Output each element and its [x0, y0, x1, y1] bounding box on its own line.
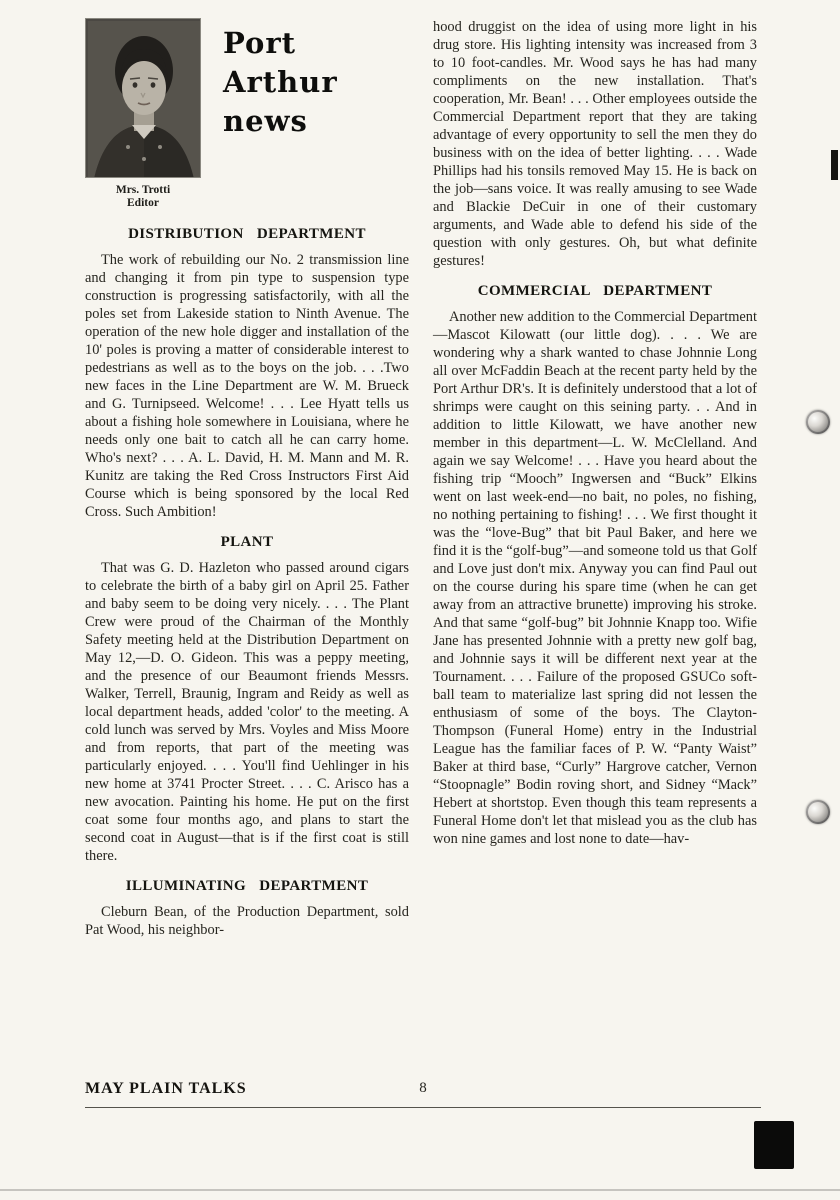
photo-caption-role: Editor: [127, 197, 159, 209]
masthead: [85, 18, 409, 210]
illuminating-department-heading: ILLUMINATING DEPARTMENT: [125, 878, 369, 894]
photo-caption: [85, 184, 201, 210]
footer-page-number: 8: [419, 1080, 427, 1096]
corner-black-tab: [754, 1121, 794, 1169]
illuminating-continuation-text: hood druggist on the idea of using more light in his drug store. His lighting intensity was increased from 3 to 10 foot-candles. Mr. Wood says he has had many compliments on the new installation. That's cooperation, Mr. Bean! . . . Other employees outside the Commercial Department report that they are taking advantage of every opportunity to sell the men they do business with on the idea of better lighting. . . . Wade Phillips had his tonsils removed May 15. He is back on the job—sans voice. It was really amusing to see Wade and Blackie DeCuir in one of their customary arguments, and Wade able to defend his side of the question with only gestures. Oh, but what definite gestures!: [433, 19, 757, 269]
newsletter-title-line1: Port Arthur: [223, 26, 338, 99]
page-footer: [85, 1080, 761, 1108]
photo-caption-name: Mrs. Trotti: [115, 184, 171, 196]
left-column: [85, 18, 409, 1076]
editor-photo-block: [85, 18, 201, 210]
commercial-department-text: Another new addition to the Commercial Department—Mascot Kilowatt (our little dog). . . . We are wondering why a shark wanted to chase Johnnie Long all over McFaddin Beach at the recent party held by the Port Arthur DR's. It is definitely understood that a lot of shrimps were caught on this seining party. . . And in addition to little Kilowatt, we have another new member in this department—L. W. McClelland. And again we say Welcome! . . . Have you heard about the fishing trip “Mooch” Ingwersen and “Buck” Elkins went on last week-end—no bait, no poles, no fishing, no nothing pertaining to fishing! . . . We first thought it was the “love-Bug” that bit Paul Baker, and here we find it is the “golf-bug”—and someone told us that Golf and Love just don't mix. Anyway you can find Paul out on the course during his spare time (when he can get away from an attractive brunette) improving his stroke. And that same “golf-bug” bit Johnnie Knapp too. Wifie Jane has presented Johnnie with a pretty new golf bag, and Johnnie says it will be different next year at the Tournament. . . . Failure of the proposed GSUCo soft-ball team to materialize last spring did not lessen the enthusiasm of some of the boys. The Clayton-Thompson (Funeral Home) entry in the Industrial League has the familiar faces of P. W. “Panty Waist” Baker at third base, “Curly” Hargrove catcher, Vernon “Stoopnagle” Bodin roving short, and Sidney “Mack” Hebert at shortstop. Even though this team represents a Funeral Home don't let that mislead you as the club has won nine games and lost none to date—hav-: [433, 309, 757, 847]
footer-journal-title: MAY PLAIN TALKS: [85, 1080, 247, 1097]
illuminating-department-text: Cleburn Bean, of the Production Department, sold Pat Wood, his neighbor-: [85, 904, 409, 938]
newsletter-title-line2: news: [223, 104, 308, 138]
editor-portrait-photo: [85, 18, 201, 178]
page-edge-mark: [831, 150, 838, 180]
plant-text: That was G. D. Hazleton who passed around cigars to celebrate the birth of a baby girl on April 25. Father and baby seem to be doing very nicely. . . . The Plant Crew were proud of the Chairman of the Monthly Safety meeting held at the Distribution Department on May 12,—D. O. Gideon. This was a peppy meeting, and the presence of our Beaumont friends Messrs. Walker, Terrell, Braunig, Ingram and Reidy as well as local department heads, added 'color' to the meeting. A cold lunch was served by Mrs. Voyles and Miss Moore and from reports, that part of the meeting was particularly enjoyed. . . . You'll find Uehlinger in his new home at 3741 Procter Street. . . . C. Arisco has a new avocation. Painting his home. He put on the first coat some four months ago, and plans to start the second coat in August—that is if the first coat is still there.: [85, 560, 409, 864]
distribution-department-heading: DISTRIBUTION DEPARTMENT: [128, 226, 366, 242]
distribution-department-text: The work of rebuilding our No. 2 transmission line and changing it from pin type to suspension type construction is progressing satisfactorily, with all the poles set from Lakeside station to Ninth Avenue. The operation of the new hole digger and installation of the 10' poles is proving a matter of considerable interest to pedestrians as well as to the boys on the job. . . .Two new faces in the Line Department are W. M. Brueck and G. Turnipseed. Welcome! . . . Lee Hyatt tells us about a fishing hole somewhere in Louisiana, where he needs only one bait to catch all he can carry home. Who's next? . . . A. L. David, H. M. Mann and M. R. Kunitz are taking the Red Cross Instructors First Aid Course which is being sponsored by the local Red Cross. Such Ambition!: [85, 252, 409, 520]
newsletter-page-content: [85, 18, 757, 1076]
woman-portrait-illustration: [86, 19, 201, 178]
plant-heading: PLANT: [220, 534, 274, 550]
bottom-scan-line: [0, 1189, 840, 1191]
right-column: [433, 18, 757, 1076]
binder-rivet-bottom: [806, 800, 830, 824]
commercial-department-heading: COMMERCIAL DEPARTMENT: [477, 283, 713, 299]
binder-rivet-top: [806, 410, 830, 434]
newsletter-title: [223, 18, 409, 210]
